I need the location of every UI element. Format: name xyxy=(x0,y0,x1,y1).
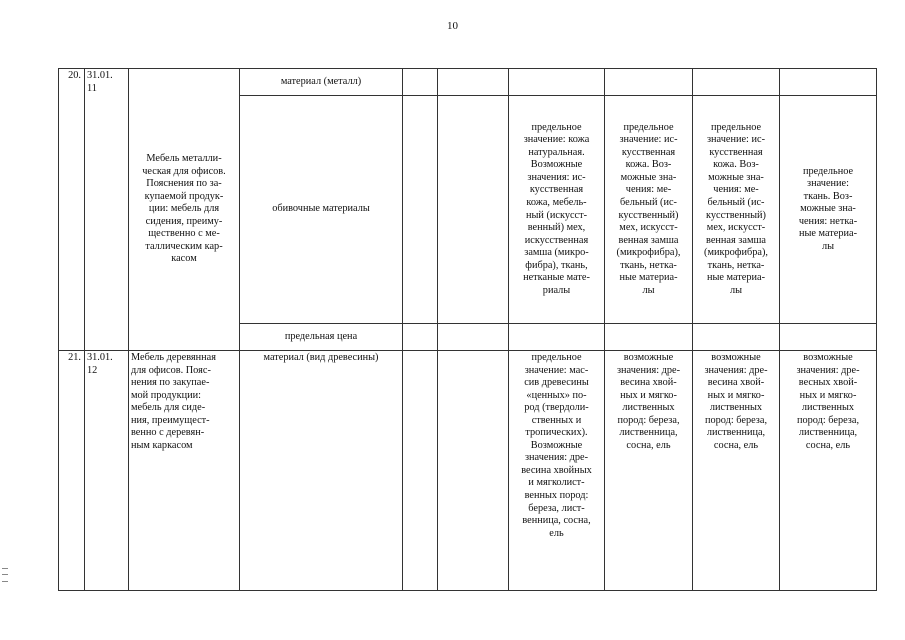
row-number: 20. xyxy=(59,69,85,351)
characteristic-label: обивочные материалы xyxy=(240,96,403,324)
value-cell: предельное значение: ис- кусственная кожа. Воз- можные зна- чения: ме- бельный (ис- кусственный) мех, искусст- венная замша (микрофибра), ткань, нетка- ные материа- лы xyxy=(605,96,693,324)
value-cell: предельное значение: кожа натуральная. Возможные значения: ис- кусственная кожа, мебель- ный (искусст- венный) мех, искусственная замша (микро- фибра), ткань, нетканые мате- риалы xyxy=(509,96,605,324)
value-cell: возможные значения: дре- весина хвой- ных и мягко- лиственных пород: береза, лиственница, сосна, ель xyxy=(693,351,780,591)
unit-name-cell xyxy=(438,69,509,96)
value-cell xyxy=(780,69,877,96)
value-cell xyxy=(509,69,605,96)
value-cell: возможные значения: дре- весных хвой- ных и мягко- лиственных пород: береза, лиственница, сосна, ель xyxy=(780,351,877,591)
product-name: Мебель металли- ческая для офисов. Пояснения по за- купаемой продук- ции: мебель для сидения, преиму- щественно с ме- таллическим кар- касом xyxy=(129,69,240,351)
value-cell xyxy=(509,324,605,351)
value-cell: предельное значение: мас- сив древесины «ценных» по- род (твердоли- ственных и тропических). Возможные значения: дре- весина хвойных и мягколист- венных пород: береза, лист- венница, сосна, ель xyxy=(509,351,605,591)
value-cell: предельное значение: ткань. Воз- можные зна- чения: нетка- ные материа- лы xyxy=(780,96,877,324)
unit-cell xyxy=(403,351,438,591)
characteristic-label: материал (вид древесины) xyxy=(240,351,403,591)
value-cell xyxy=(605,324,693,351)
unit-cell xyxy=(403,69,438,96)
table-row xyxy=(59,351,877,591)
unit-name-cell xyxy=(438,324,509,351)
value-cell xyxy=(693,69,780,96)
value-cell xyxy=(693,324,780,351)
margin-mark xyxy=(2,568,8,582)
unit-name-cell xyxy=(438,96,509,324)
unit-cell xyxy=(403,324,438,351)
product-name: Мебель деревянная для офисов. Пояс- нения по закупае- мой продукции: мебель для сиде- ния, преимущест- венно с деревян- ным каркасом xyxy=(129,351,240,591)
value-cell xyxy=(780,324,877,351)
okpd-code: 31.01. 12 xyxy=(85,351,129,591)
value-cell: предельное значение: ис- кусственная кожа. Воз- можные зна- чения: ме- бельный (ис- кусственный) мех, искусст- венная замша (микрофибра), ткань, нетка- ные материа- лы xyxy=(693,96,780,324)
value-cell: возможные значения: дре- весина хвой- ных и мягко- лиственных пород: береза, лиственница, сосна, ель xyxy=(605,351,693,591)
unit-cell xyxy=(403,96,438,324)
unit-name-cell xyxy=(438,351,509,591)
page-number: 10 xyxy=(447,20,458,32)
okpd-code: 31.01. 11 xyxy=(85,69,129,351)
row-number: 21. xyxy=(59,351,85,591)
value-cell xyxy=(605,69,693,96)
table-row xyxy=(59,69,877,96)
requirements-table xyxy=(58,68,877,591)
characteristic-label: предельная цена xyxy=(240,324,403,351)
characteristic-label: материал (металл) xyxy=(240,69,403,96)
